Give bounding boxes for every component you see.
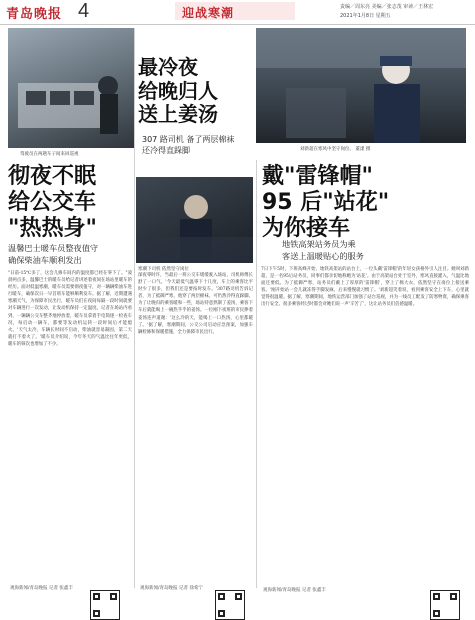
article-body-ginger-soup: 深夜零时许，当最后一班公交车缓缓驶入场站，司机师傅长舒了一口气。'今天最低气温零下十几度，车上的乘客比平时少了很多，但我们还是要按时发车。'307路司机告诉记者，为了抵御严寒，他穿了两层棉袜，可仍然冷得直跺脚。为了让晚归的乘客暖和一些，场站特意熬制了姜汤，乘客下车后就能喝上一碗热乎乎的姜汤。一位刚下夜班的市民捧着姜汤连声道谢：'这么冷的天，能喝上一口热汤，心里都暖了。'据了解，寒潮期间，公交公司启动应急预案，加强车辆检修和保暖措施，全力保障市民出行。 xyxy=(138,273,253,335)
article-body-station-staff: 7日下午5时，下班高峰开始，地铁高架站的站台上，一位头戴'雷锋帽'的年轻女孩格外引人注目。她叫刘新超，是一名95后站务员，同事们都亲切地称她为'站花'。由于高架站台处于室外，寒风直接灌入，气温比地面还要低。为了抵御严寒，站务员们戴上了厚厚的'雷锋帽'，穿上了棉大衣，依然坚守在岗位上接送乘客。'刚开始站一会儿就冻得手脚发麻，后来慢慢就习惯了。'刘新超笑着说，看到乘客安全上下车，心里就觉得很温暖。据了解，寒潮期间，地铁运营部门加强了站台巡视，并为一线员工配发了防寒物资，确保乘客出行安全。很多乘客经过时都会对她们说一声'辛苦了'，这让站务员们倍感温暖。 xyxy=(261,267,469,308)
newspaper-logo: 青岛晚报 xyxy=(6,7,63,22)
column-divider xyxy=(134,28,135,588)
byline-1: 观海新闻/青岛晚报 记者 张鑫丰 xyxy=(10,586,73,591)
photo-caption-1: 驾驶员在两趟车子间来回巡视 xyxy=(20,152,79,157)
subway-scene-illustration xyxy=(256,28,466,143)
section-title: 迎战寒潮 xyxy=(182,6,235,20)
headline-station-staff: 戴"雷锋帽" 95 后"站花" 为你接车 xyxy=(262,164,390,241)
qr-code-3[interactable] xyxy=(430,590,460,620)
bus-driver-photo xyxy=(8,28,134,148)
night-bus-illustration xyxy=(136,177,253,263)
page-number: 4 xyxy=(78,0,90,22)
bus-scene-illustration xyxy=(8,28,134,148)
subway-staff-photo xyxy=(256,28,466,143)
subhead-bus-warmup: 温馨巴士暖车员整夜值守 确保柴油车顺利发出 xyxy=(8,243,99,265)
editor-info xyxy=(340,3,433,21)
qr-code-2[interactable] xyxy=(215,590,245,620)
photo-caption-2: 刘新超在寒风中坚守岗位。 董漾 摄 xyxy=(300,147,371,152)
byline-2: 观海新闻/青岛晚报 记者 徐希宁 xyxy=(140,586,203,591)
issue-date: 2021年1月8日 星期五 xyxy=(340,13,391,19)
qr-code-1[interactable] xyxy=(90,590,120,620)
headline-bus-warmup: 彻夜不眠 给公交车 "热热身" xyxy=(8,164,97,241)
column-divider xyxy=(256,160,257,588)
photo-caption-3: 寒潮下司机 依然坚守岗位 xyxy=(138,267,189,272)
night-driver-photo xyxy=(136,177,253,263)
headline-ginger-soup: 最冷夜 给晚归人 送上姜汤 xyxy=(138,55,218,127)
article-body-bus-warmup: "日前-15℃多了，这会儿修车间内的温度都已经在零下了。"凌晨两点多，温馨巴士的暖车员给记者讲述着夜间在场站里暖车的经历。面对低温寒潮，暖车员需要彻夜值守，对一辆辆柴油车进行暖车，确保次日一早首班车能够顺利发车。据了解，近期遭遇寒潮天气，为保障市民出行，暖车员们在夜间每隔一段时间就要对车辆进行一次发动，让发动机保持一定温度。记者在场站内看到，一辆辆公交车整齐地停放着，暖车员拿着手电筒逐一检查车况，每启动一辆车，都要等发动机运转一段时间后才能熄火。'天气太冷，车辆长时间不启动，柴油就容易凝固，第二天就打不着火了。'暖车员介绍说，今年冬天的气温比往年更低，暖车的频次也增加了不少。 xyxy=(8,271,132,347)
editor-line: 责编／周东亮 美编／张志茂 审读／王林宏 xyxy=(340,4,434,10)
subhead-ginger-soup: 307 路司机 备了两层棉袜 还冷得直跺脚 xyxy=(142,135,235,155)
subhead-station-staff: 地铁高架站务员为乘 客送上温暖贴心的服务 xyxy=(282,239,364,261)
byline-3: 观海新闻/青岛晚报 记者 张鑫丰 xyxy=(263,588,326,593)
